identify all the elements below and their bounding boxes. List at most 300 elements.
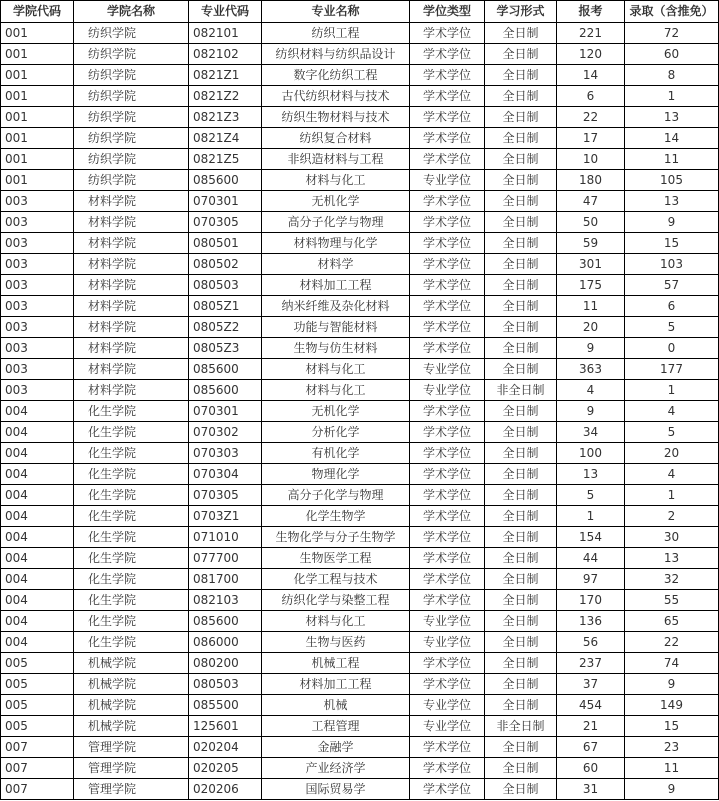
cell-major-code: 0821Z1 [189,65,262,86]
table-row [1,590,719,611]
cell-major-name: 纺织化学与染整工程 [262,590,410,611]
cell-college-code: 001 [1,170,74,191]
cell-college-code: 005 [1,716,74,737]
cell-college-code: 003 [1,233,74,254]
cell-college-name: 化生学院 [74,401,189,422]
cell-college-code: 001 [1,44,74,65]
cell-admitted: 105 [625,170,719,191]
cell-admitted: 23 [625,737,719,758]
cell-degree-type: 学术学位 [410,401,485,422]
cell-admitted: 177 [625,359,719,380]
cell-admitted: 13 [625,548,719,569]
cell-admitted: 103 [625,254,719,275]
cell-major-code: 080502 [189,254,262,275]
cell-major-code: 085600 [189,380,262,401]
cell-major-code: 085600 [189,611,262,632]
cell-major-code: 070303 [189,443,262,464]
cell-major-code: 070301 [189,191,262,212]
cell-applicants: 56 [557,632,625,653]
cell-college-code: 003 [1,254,74,275]
cell-college-name: 纺织学院 [74,149,189,170]
cell-major-code: 077700 [189,548,262,569]
cell-college-name: 材料学院 [74,212,189,233]
cell-applicants: 22 [557,107,625,128]
cell-admitted: 9 [625,674,719,695]
cell-degree-type: 学术学位 [410,653,485,674]
table-row [1,233,719,254]
table-row [1,65,719,86]
cell-major-code: 081700 [189,569,262,590]
cell-applicants: 10 [557,149,625,170]
cell-college-code: 004 [1,422,74,443]
cell-applicants: 180 [557,170,625,191]
cell-college-name: 管理学院 [74,758,189,779]
cell-college-code: 003 [1,338,74,359]
cell-college-code: 001 [1,107,74,128]
cell-college-code: 001 [1,128,74,149]
cell-study-mode: 全日制 [485,317,557,338]
cell-college-code: 003 [1,296,74,317]
cell-applicants: 6 [557,86,625,107]
cell-major-code: 086000 [189,632,262,653]
table-row [1,359,719,380]
table-row [1,338,719,359]
cell-college-code: 005 [1,674,74,695]
cell-applicants: 97 [557,569,625,590]
cell-major-code: 070304 [189,464,262,485]
cell-major-name: 无机化学 [262,401,410,422]
table-row [1,716,719,737]
cell-admitted: 9 [625,779,719,800]
cell-major-code: 085500 [189,695,262,716]
cell-college-name: 材料学院 [74,380,189,401]
cell-applicants: 14 [557,65,625,86]
cell-applicants: 4 [557,380,625,401]
cell-degree-type: 学术学位 [410,338,485,359]
cell-applicants: 20 [557,317,625,338]
cell-applicants: 11 [557,296,625,317]
cell-study-mode: 全日制 [485,485,557,506]
cell-applicants: 13 [557,464,625,485]
cell-study-mode: 全日制 [485,443,557,464]
cell-admitted: 11 [625,758,719,779]
table-row [1,464,719,485]
cell-college-name: 材料学院 [74,254,189,275]
cell-degree-type: 专业学位 [410,695,485,716]
table-row [1,569,719,590]
cell-applicants: 9 [557,401,625,422]
cell-study-mode: 全日制 [485,758,557,779]
cell-major-code: 080501 [189,233,262,254]
cell-applicants: 363 [557,359,625,380]
cell-major-code: 0821Z5 [189,149,262,170]
cell-college-name: 材料学院 [74,317,189,338]
cell-applicants: 301 [557,254,625,275]
cell-college-name: 化生学院 [74,506,189,527]
cell-major-name: 材料与化工 [262,380,410,401]
cell-major-name: 工程管理 [262,716,410,737]
cell-major-name: 材料加工工程 [262,275,410,296]
cell-college-name: 化生学院 [74,590,189,611]
cell-major-name: 金融学 [262,737,410,758]
cell-major-code: 070302 [189,422,262,443]
cell-admitted: 5 [625,317,719,338]
cell-degree-type: 学术学位 [410,149,485,170]
cell-admitted: 2 [625,506,719,527]
cell-applicants: 44 [557,548,625,569]
cell-study-mode: 全日制 [485,275,557,296]
cell-major-code: 0821Z2 [189,86,262,107]
cell-college-name: 化生学院 [74,422,189,443]
cell-major-code: 082103 [189,590,262,611]
cell-study-mode: 全日制 [485,590,557,611]
table-row [1,443,719,464]
cell-study-mode: 全日制 [485,653,557,674]
cell-major-name: 分析化学 [262,422,410,443]
cell-college-name: 机械学院 [74,716,189,737]
cell-degree-type: 学术学位 [410,548,485,569]
cell-major-name: 材料与化工 [262,359,410,380]
column-header-major-name: 专业名称 [262,1,410,23]
table-row [1,107,719,128]
cell-admitted: 1 [625,485,719,506]
cell-college-name: 化生学院 [74,443,189,464]
cell-college-name: 材料学院 [74,338,189,359]
cell-degree-type: 专业学位 [410,359,485,380]
cell-applicants: 120 [557,44,625,65]
cell-major-name: 生物与仿生材料 [262,338,410,359]
table-row [1,506,719,527]
cell-admitted: 65 [625,611,719,632]
cell-college-code: 007 [1,737,74,758]
cell-major-name: 功能与智能材料 [262,317,410,338]
cell-college-code: 004 [1,527,74,548]
cell-applicants: 59 [557,233,625,254]
cell-degree-type: 学术学位 [410,44,485,65]
cell-college-code: 001 [1,65,74,86]
cell-major-name: 纺织工程 [262,23,410,44]
cell-admitted: 5 [625,422,719,443]
cell-major-code: 080200 [189,653,262,674]
column-header-study-mode: 学习形式 [485,1,557,23]
cell-major-code: 070305 [189,485,262,506]
cell-major-name: 纺织生物材料与技术 [262,107,410,128]
cell-admitted: 22 [625,632,719,653]
cell-study-mode: 非全日制 [485,380,557,401]
cell-degree-type: 学术学位 [410,233,485,254]
table-row [1,317,719,338]
cell-degree-type: 学术学位 [410,737,485,758]
cell-college-name: 材料学院 [74,275,189,296]
cell-college-code: 004 [1,611,74,632]
cell-college-code: 003 [1,275,74,296]
cell-applicants: 31 [557,779,625,800]
cell-college-name: 管理学院 [74,779,189,800]
cell-degree-type: 学术学位 [410,254,485,275]
cell-admitted: 20 [625,443,719,464]
cell-degree-type: 学术学位 [410,191,485,212]
cell-applicants: 237 [557,653,625,674]
cell-college-code: 001 [1,86,74,107]
cell-college-name: 纺织学院 [74,107,189,128]
cell-college-code: 004 [1,632,74,653]
cell-major-code: 020206 [189,779,262,800]
cell-college-code: 004 [1,401,74,422]
cell-college-name: 化生学院 [74,569,189,590]
column-header-major-code: 专业代码 [189,1,262,23]
cell-major-code: 085600 [189,170,262,191]
cell-study-mode: 全日制 [485,128,557,149]
cell-study-mode: 全日制 [485,506,557,527]
cell-college-code: 007 [1,779,74,800]
table-row [1,254,719,275]
cell-applicants: 37 [557,674,625,695]
cell-major-code: 070301 [189,401,262,422]
table-row [1,149,719,170]
cell-college-name: 纺织学院 [74,44,189,65]
cell-admitted: 4 [625,464,719,485]
cell-admitted: 32 [625,569,719,590]
cell-applicants: 60 [557,758,625,779]
table-row [1,275,719,296]
cell-college-code: 003 [1,317,74,338]
cell-major-name: 高分子化学与物理 [262,212,410,233]
cell-admitted: 30 [625,527,719,548]
cell-college-name: 材料学院 [74,191,189,212]
cell-study-mode: 全日制 [485,422,557,443]
cell-applicants: 34 [557,422,625,443]
cell-degree-type: 专业学位 [410,611,485,632]
cell-college-code: 004 [1,464,74,485]
table-row [1,632,719,653]
cell-study-mode: 全日制 [485,527,557,548]
table-row [1,548,719,569]
cell-admitted: 15 [625,716,719,737]
cell-major-code: 070305 [189,212,262,233]
cell-college-name: 机械学院 [74,653,189,674]
cell-admitted: 15 [625,233,719,254]
cell-applicants: 17 [557,128,625,149]
cell-college-name: 化生学院 [74,464,189,485]
cell-college-code: 003 [1,191,74,212]
table-row [1,170,719,191]
cell-major-code: 0821Z4 [189,128,262,149]
cell-study-mode: 全日制 [485,737,557,758]
cell-study-mode: 全日制 [485,212,557,233]
cell-college-code: 003 [1,359,74,380]
cell-college-code: 001 [1,23,74,44]
cell-study-mode: 全日制 [485,296,557,317]
cell-college-name: 材料学院 [74,233,189,254]
cell-college-name: 化生学院 [74,611,189,632]
table-row [1,23,719,44]
cell-study-mode: 全日制 [485,611,557,632]
cell-major-name: 机械 [262,695,410,716]
cell-major-name: 纺织材料与纺织品设计 [262,44,410,65]
cell-admitted: 57 [625,275,719,296]
table-row [1,380,719,401]
table-row [1,527,719,548]
cell-degree-type: 学术学位 [410,296,485,317]
cell-study-mode: 全日制 [485,359,557,380]
table-row [1,422,719,443]
cell-study-mode: 全日制 [485,107,557,128]
cell-degree-type: 学术学位 [410,506,485,527]
cell-study-mode: 全日制 [485,254,557,275]
cell-applicants: 21 [557,716,625,737]
cell-college-name: 管理学院 [74,737,189,758]
cell-study-mode: 全日制 [485,779,557,800]
cell-major-name: 材料与化工 [262,170,410,191]
table-row [1,128,719,149]
column-header-applicants: 报考 [557,1,625,23]
table-row [1,611,719,632]
cell-study-mode: 全日制 [485,569,557,590]
cell-study-mode: 全日制 [485,674,557,695]
cell-applicants: 100 [557,443,625,464]
cell-college-code: 001 [1,149,74,170]
cell-study-mode: 全日制 [485,338,557,359]
cell-college-code: 003 [1,380,74,401]
cell-applicants: 221 [557,23,625,44]
cell-study-mode: 全日制 [485,86,557,107]
cell-degree-type: 学术学位 [410,443,485,464]
cell-major-code: 071010 [189,527,262,548]
cell-degree-type: 学术学位 [410,275,485,296]
cell-major-name: 化学工程与技术 [262,569,410,590]
cell-admitted: 72 [625,23,719,44]
column-header-admitted: 录取（含推免） [625,1,719,23]
cell-admitted: 1 [625,380,719,401]
cell-college-name: 化生学院 [74,632,189,653]
cell-degree-type: 学术学位 [410,569,485,590]
cell-major-code: 0821Z3 [189,107,262,128]
cell-admitted: 0 [625,338,719,359]
cell-major-code: 0703Z1 [189,506,262,527]
cell-admitted: 4 [625,401,719,422]
cell-college-name: 化生学院 [74,527,189,548]
cell-study-mode: 全日制 [485,548,557,569]
table-row [1,674,719,695]
cell-college-code: 004 [1,485,74,506]
cell-degree-type: 专业学位 [410,632,485,653]
cell-admitted: 14 [625,128,719,149]
cell-degree-type: 学术学位 [410,128,485,149]
cell-college-name: 纺织学院 [74,170,189,191]
cell-major-name: 纺织复合材料 [262,128,410,149]
cell-degree-type: 学术学位 [410,464,485,485]
cell-major-name: 非织造材料与工程 [262,149,410,170]
cell-major-code: 080503 [189,275,262,296]
cell-applicants: 154 [557,527,625,548]
cell-college-code: 004 [1,590,74,611]
cell-degree-type: 学术学位 [410,485,485,506]
cell-degree-type: 学术学位 [410,86,485,107]
cell-college-name: 材料学院 [74,359,189,380]
cell-college-code: 005 [1,695,74,716]
cell-applicants: 67 [557,737,625,758]
cell-major-name: 无机化学 [262,191,410,212]
cell-college-code: 004 [1,548,74,569]
cell-major-name: 化学生物学 [262,506,410,527]
cell-major-code: 0805Z3 [189,338,262,359]
table-row [1,737,719,758]
column-header-college-code: 学院代码 [1,1,74,23]
cell-college-name: 化生学院 [74,548,189,569]
cell-college-name: 纺织学院 [74,86,189,107]
cell-college-code: 007 [1,758,74,779]
cell-college-name: 纺织学院 [74,65,189,86]
cell-degree-type: 学术学位 [410,107,485,128]
table-row [1,779,719,800]
table-row [1,653,719,674]
cell-degree-type: 专业学位 [410,380,485,401]
cell-major-name: 生物医学工程 [262,548,410,569]
cell-applicants: 50 [557,212,625,233]
cell-college-name: 纺织学院 [74,23,189,44]
cell-college-code: 003 [1,212,74,233]
cell-study-mode: 全日制 [485,23,557,44]
cell-admitted: 11 [625,149,719,170]
cell-college-name: 纺织学院 [74,128,189,149]
header-row [1,1,719,23]
cell-applicants: 170 [557,590,625,611]
cell-college-code: 004 [1,443,74,464]
cell-major-name: 高分子化学与物理 [262,485,410,506]
cell-major-code: 082102 [189,44,262,65]
cell-major-code: 020204 [189,737,262,758]
cell-study-mode: 全日制 [485,401,557,422]
cell-applicants: 5 [557,485,625,506]
cell-admitted: 1 [625,86,719,107]
cell-major-code: 020205 [189,758,262,779]
table-row [1,695,719,716]
cell-study-mode: 全日制 [485,233,557,254]
cell-major-name: 材料加工工程 [262,674,410,695]
cell-major-code: 082101 [189,23,262,44]
table-row [1,296,719,317]
cell-college-code: 004 [1,506,74,527]
cell-applicants: 1 [557,506,625,527]
cell-study-mode: 全日制 [485,632,557,653]
table-row [1,401,719,422]
cell-admitted: 6 [625,296,719,317]
cell-applicants: 9 [557,338,625,359]
cell-study-mode: 全日制 [485,65,557,86]
cell-study-mode: 全日制 [485,149,557,170]
cell-major-name: 国际贸易学 [262,779,410,800]
cell-major-code: 0805Z2 [189,317,262,338]
cell-degree-type: 学术学位 [410,758,485,779]
cell-applicants: 136 [557,611,625,632]
cell-major-name: 机械工程 [262,653,410,674]
table-row [1,758,719,779]
cell-applicants: 47 [557,191,625,212]
cell-study-mode: 全日制 [485,191,557,212]
table-row [1,44,719,65]
cell-college-code: 005 [1,653,74,674]
table-body [1,23,719,800]
cell-degree-type: 学术学位 [410,527,485,548]
cell-major-name: 材料与化工 [262,611,410,632]
cell-major-name: 产业经济学 [262,758,410,779]
column-header-degree-type: 学位类型 [410,1,485,23]
cell-major-name: 数字化纺织工程 [262,65,410,86]
cell-admitted: 149 [625,695,719,716]
cell-degree-type: 专业学位 [410,170,485,191]
cell-degree-type: 学术学位 [410,422,485,443]
cell-degree-type: 学术学位 [410,65,485,86]
